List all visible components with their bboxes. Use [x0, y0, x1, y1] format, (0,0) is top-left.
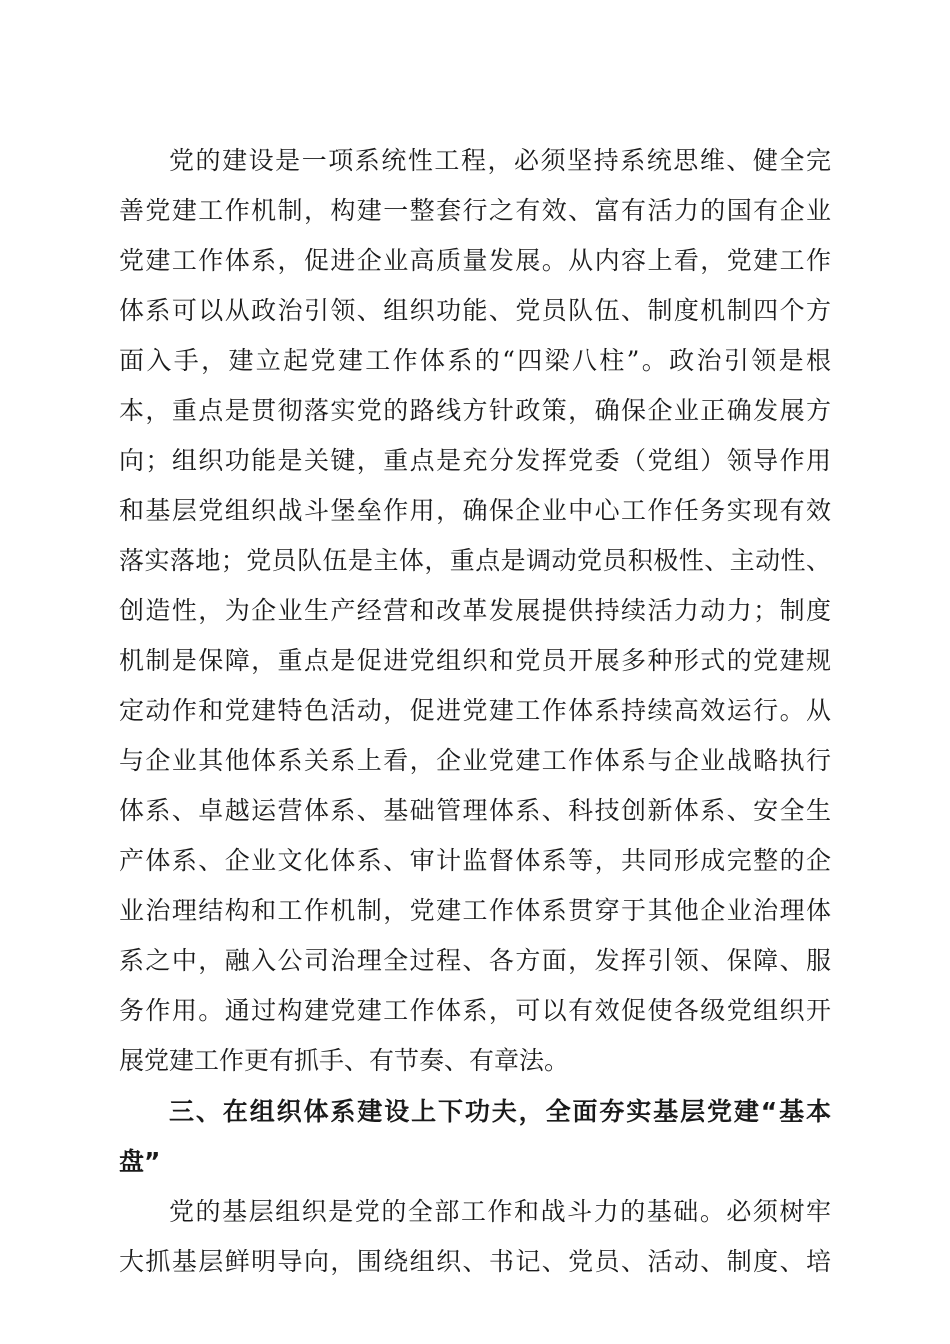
paragraph-1-line-13: 与企业其他体系关系上看，企业党建工作体系与企业战略执行 [119, 746, 831, 775]
paragraph-1-line-12: 定动作和党建特色活动，促进党建工作体系持续高效运行。从 [119, 696, 831, 725]
paragraph-1-line-7: 向；组织功能是关键，重点是充分发挥党委（党组）领导作用 [119, 446, 831, 475]
paragraph-1-line-15: 产体系、企业文化体系、审计监督体系等，共同形成完整的企 [119, 846, 831, 875]
paragraph-1-line-17: 系之中，融入公司治理全过程、各方面，发挥引领、保障、服 [119, 946, 831, 975]
paragraph-1-line-8: 和基层党组织战斗堡垒作用，确保企业中心工作任务实现有效 [119, 496, 831, 525]
section-heading-line-2: 盘” [119, 1147, 161, 1176]
paragraph-1-line-18: 务作用。通过构建党建工作体系，可以有效促使各级党组织开 [119, 996, 831, 1025]
paragraph-1-line-5: 面入手，建立起党建工作体系的“四梁八柱”。政治引领是根 [119, 346, 831, 375]
paragraph-1-line-6: 本，重点是贯彻落实党的路线方针政策，确保企业正确发展方 [119, 396, 831, 425]
paragraph-2-line-1: 党的基层组织是党的全部工作和战斗力的基础。必须树牢 [169, 1197, 831, 1226]
paragraph-1-line-16: 业治理结构和工作机制，党建工作体系贯穿于其他企业治理体 [119, 896, 831, 925]
paragraph-2-line-2: 大抓基层鲜明导向，围绕组织、书记、党员、活动、制度、培 [119, 1247, 831, 1276]
paragraph-1-line-2: 善党建工作机制，构建一整套行之有效、富有活力的国有企业 [119, 196, 831, 225]
paragraph-1-line-4: 体系可以从政治引领、组织功能、党员队伍、制度机制四个方 [119, 296, 831, 325]
paragraph-1-line-1: 党的建设是一项系统性工程，必须坚持系统思维、健全完 [169, 146, 831, 175]
section-heading-line-1: 三、在组织体系建设上下功夫，全面夯实基层党建“基本 [169, 1097, 831, 1126]
paragraph-1-line-10: 创造性，为企业生产经营和改革发展提供持续活力动力；制度 [119, 596, 831, 625]
paragraph-1-line-19: 展党建工作更有抓手、有节奏、有章法。 [119, 1046, 570, 1075]
paragraph-1-line-11: 机制是保障，重点是促进党组织和党员开展多种形式的党建规 [119, 646, 831, 675]
paragraph-1-line-9: 落实落地；党员队伍是主体，重点是调动党员积极性、主动性、 [119, 546, 831, 575]
paragraph-1-line-14: 体系、卓越运营体系、基础管理体系、科技创新体系、安全生 [119, 796, 831, 825]
paragraph-1-line-3: 党建工作体系，促进企业高质量发展。从内容上看，党建工作 [119, 246, 831, 275]
